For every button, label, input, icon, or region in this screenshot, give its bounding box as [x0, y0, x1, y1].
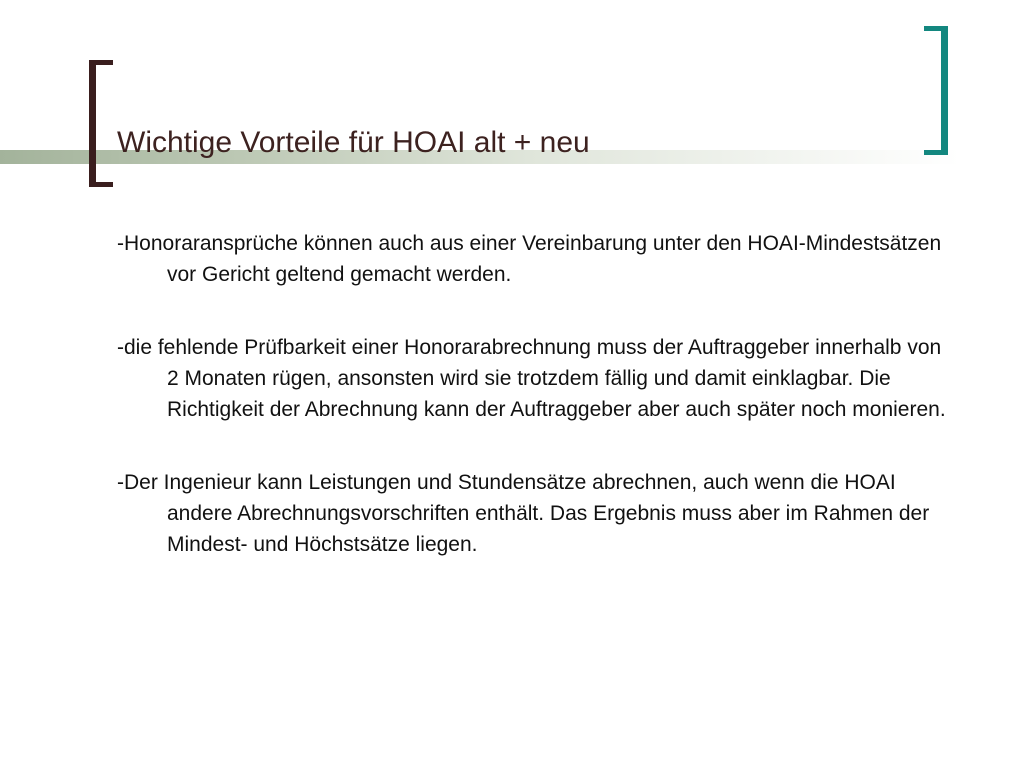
bullet-paragraph-1: -Honoraransprüche können auch aus einer Vereinbarung unter den HOAI-Mindestsätzen vor Gericht geltend gemacht werden. [117, 232, 942, 286]
slide-content [117, 228, 957, 602]
bullet-paragraph-3: -Der Ingenieur kann Leistungen und Stundensätze abrechnen, auch wenn die HOAI andere Abrechnungsvorschriften enthält. Das Ergebnis muss aber im Rahmen der Mindest- und Höchstsätze liegen. [117, 471, 930, 556]
slide-title: Wichtige Vorteile für HOAI alt + neu [117, 126, 590, 159]
left-bracket-decoration [89, 60, 113, 187]
right-bracket-decoration [924, 26, 948, 155]
bullet-paragraph-2: -die fehlende Prüfbarkeit einer Honorarabrechnung muss der Auftraggeber innerhalb von 2 Monaten rügen, ansonsten wird sie trotzdem fällig und damit einklagbar. Die Richtigkeit der Abrechnung kann der Auftraggeber aber auch später noch monieren. [117, 336, 946, 421]
